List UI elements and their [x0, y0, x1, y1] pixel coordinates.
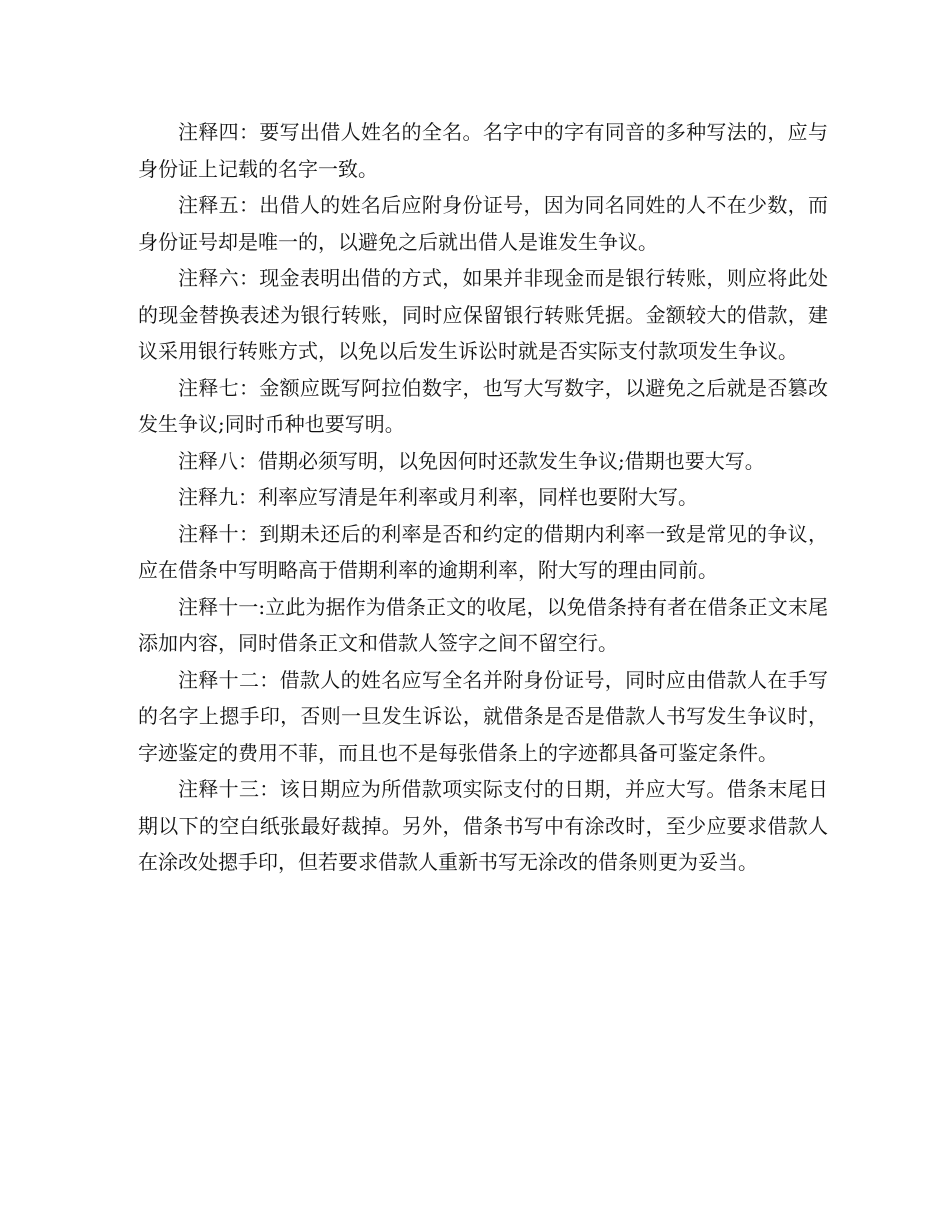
note-9-paragraph: 注释九：利率应写清是年利率或月利率，同样也要附大写。 — [178, 485, 698, 509]
document-body — [138, 114, 828, 881]
note-12-paragraph: 注释十二：借款人的姓名应写全名并附身份证号，同时应由借款人在手写的名字上摁手印，否则一旦发生诉讼，就借条是否是借款人书写发生争议时，字迹鉴定的费用不菲，而且也不是每张借条上的字迹都具备可鉴定条件。 — [138, 667, 828, 765]
note-8-paragraph: 注释八：借期必须写明，以免因何时还款发生争议;借期也要大写。 — [178, 448, 765, 473]
note-11-paragraph: 注释十一:立此为据作为借条正文的收尾，以免借条持有者在借条正文末尾添加内容，同时借条正文和借款人签字之间不留空行。 — [138, 594, 828, 655]
note-13-paragraph: 注释十三：该日期应为所借款项实际支付的日期，并应大写。借条末尾日期以下的空白纸张最好裁掉。另外，借条书写中有涂改时，至少应要求借款人在涂改处摁手印，但若要求借款人重新书写无涂改的借条则更为妥当。 — [138, 777, 828, 874]
note-6-paragraph: 注释六：现金表明出借的方式，如果并非现金而是银行转账，则应将此处的现金替换表述为银行转账，同时应保留银行转账凭据。金额较大的借款，建议采用银行转账方式，以免以后发生诉讼时就是否实际支付款项发生争议。 — [138, 266, 828, 363]
note-10-paragraph: 注释十：到期未还后的利率是否和约定的借期内利率一致是常见的争议，应在借条中写明略高于借期利率的逾期利率，附大写的理由同前。 — [138, 521, 828, 582]
note-5-paragraph: 注释五：出借人的姓名后应附身份证号，因为同名同姓的人不在少数，而身份证号却是唯一的，以避免之后就出借人是谁发生争议。 — [138, 193, 828, 254]
note-4-paragraph: 注释四：要写出借人姓名的全名。名字中的字有同音的多种写法的，应与身份证上记载的名字一致。 — [138, 120, 828, 181]
note-7-paragraph: 注释七：金额应既写阿拉伯数字，也写大写数字，以避免之后就是否篡改发生争议;同时币种也要写明。 — [138, 375, 828, 436]
